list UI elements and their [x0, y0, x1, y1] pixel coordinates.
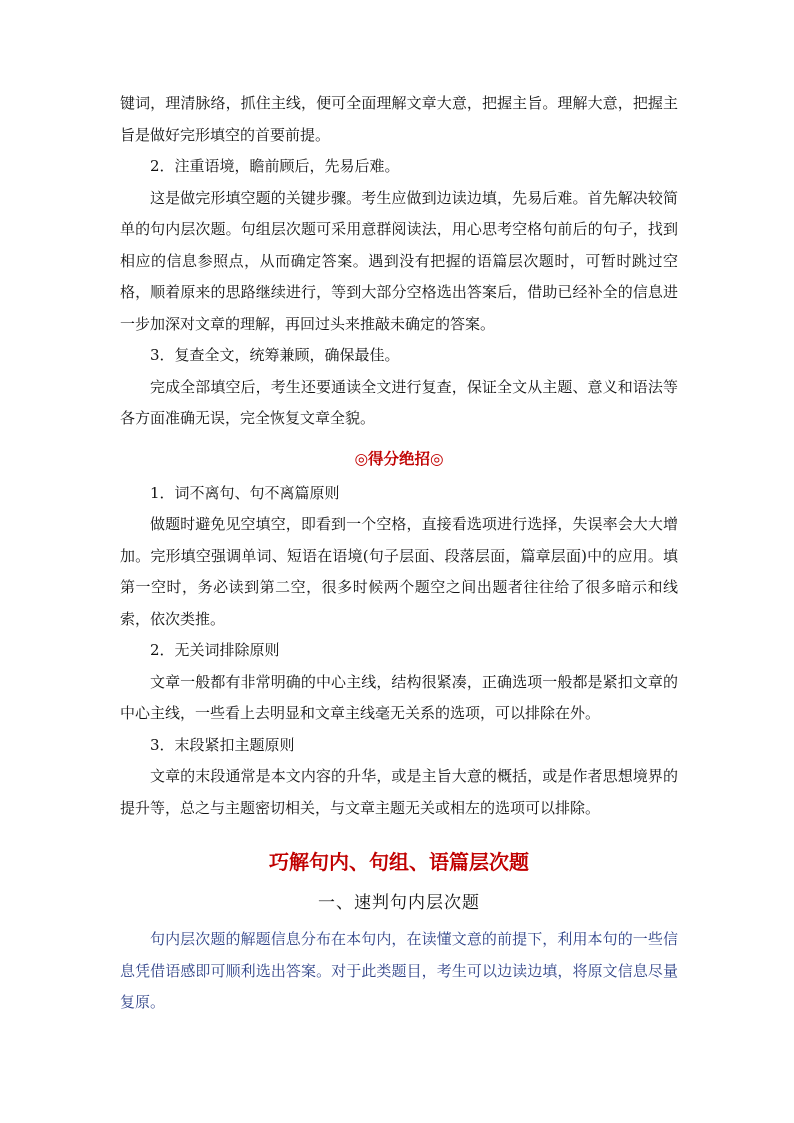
heading-rule-3: 3．末段紧扣主题原则 [150, 735, 295, 754]
heading-rule-1: 1．词不离句、句不离篇原则 [150, 483, 340, 502]
heading-context-tip: 2．注重语境，瞻前顾后，先易后难。 [150, 157, 400, 175]
paragraph-rule-1: 做题时避免见空填空，即看到一个空格，直接看选项进行选择，失误率会大大增加。完形填空强调单词、短语在语境(句子层面、段落层面，篇章层面)中的应用。填第一空时，务必读到第二空，很多时候两个题空之间出题者往往给了很多暗示和线索，依次类推。 [120, 515, 678, 628]
section-subtitle: 一、速判句内层次题 [318, 893, 480, 913]
paragraph-rule-2: 文章一般都有非常明确的中心主线，结构很紧凑，正确选项一般都是紧扣文章的中心主线，一些看上去明显和文章主线毫无关系的选项，可以排除在外。 [120, 672, 678, 722]
paragraph-rule-3: 文章的末段通常是本文内容的升华，或是主旨大意的概括，或是作者思想境界的提升等，总之与主题密切相关，与文章主题无关或相左的选项可以排除。 [120, 767, 678, 817]
paragraph-review-tip: 完成全部填空后，考生还要通读全文进行复查，保证全文从主题、意义和语法等各方面准确无误，完全恢复文章全貌。 [120, 377, 678, 427]
section-title: 巧解句内、句组、语篇层次题 [269, 850, 529, 874]
scoring-tips-title: ◎得分绝招◎ [354, 448, 444, 468]
heading-rule-2: 2．无关词排除原则 [150, 641, 280, 659]
paragraph-main-idea: 键词，理清脉络，抓住主线，便可全面理解文章大意，把握主旨。理解大意，把握主旨是做好完形填空的首要前提。 [120, 94, 678, 144]
document-page [120, 88, 678, 1019]
paragraph-sentence-level: 句内层次题的解题信息分布在本句内，在读懂文意的前提下，利用本句的一些信息凭借语感即可顺利选出答案。对于此类题目，考生可以边读边填，将原文信息尽量复原。 [120, 930, 678, 1011]
paragraph-context-tip: 这是做完形填空题的关键步骤。考生应做到边读边填，先易后难。首先解决较简单的句内层次题。句组层次题可采用意群阅读法，用心思考空格句前后的句子，找到相应的信息参照点，从而确定答案。遇到没有把握的语篇层次题时，可暂时跳过空格，顺着原来的思路继续进行，等到大部分空格选出答案后，借助已经补全的信息进一步加深对文章的理解，再回过头来推敲未确定的答案。 [120, 188, 678, 333]
heading-review-tip: 3．复查全文，统筹兼顾，确保最佳。 [150, 346, 400, 364]
